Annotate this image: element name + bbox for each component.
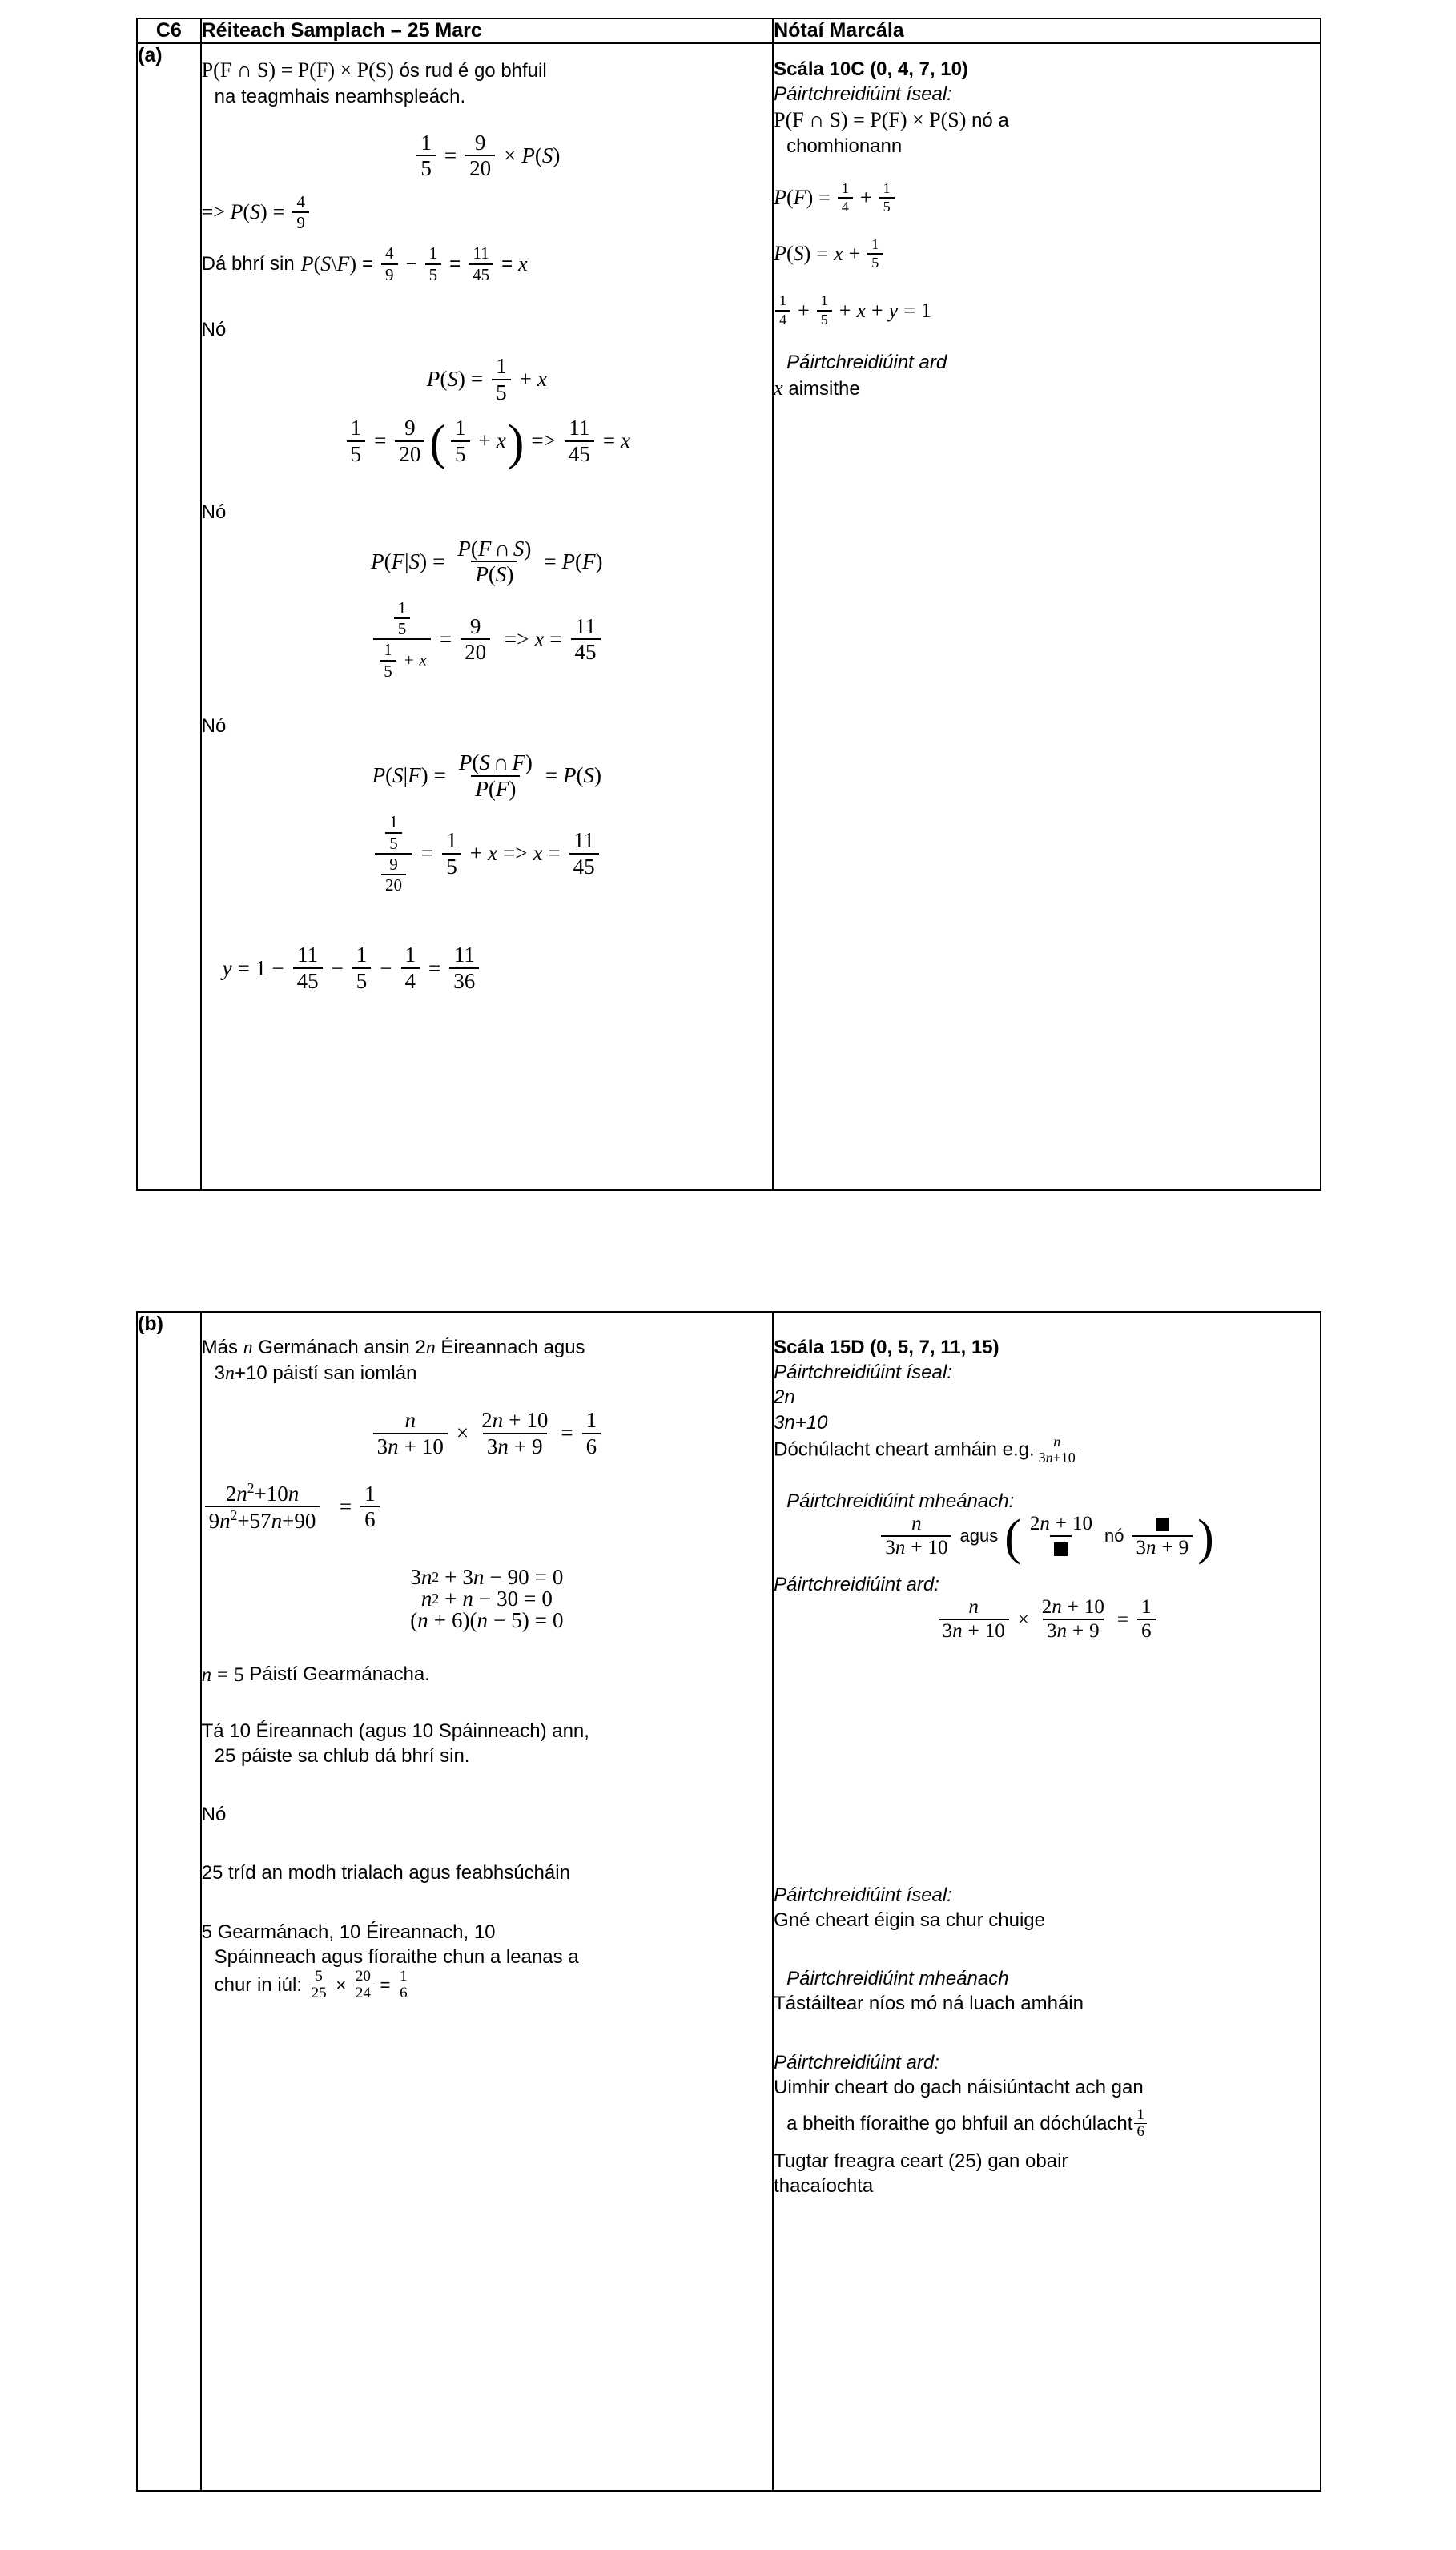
part-b-eq4: n 2 + n − 30 = 0 [420,1586,553,1611]
low-i3-text: Dóchúlacht cheart amháin e.g. [774,1438,1035,1461]
part-a-notes-cell [773,43,1321,1190]
part-b-para1-l2: 25 páiste sa chlub dá bhrí sin. [214,1745,470,1767]
part-b-eq1: $\frac{n}{3n + 10}$ × $\frac{2n + 10}{3n + 9}$ = $\frac{1}{6}$ [202,1409,773,1458]
part-a-solution-cell [201,43,774,1190]
part-a-alt1-eq2: $\frac{1}{5}$ = $\frac{9}{20}$ ( $\frac{1}{5}$ + x ) => $\frac{11}{45}$ = x [202,416,773,465]
part-b-para1-l1: Tá 10 Éireannach (agus 10 Spáinneach) ann, [201,1719,589,1742]
part-a-eq-ps: P ( S ) = x + $\frac{1}{5}$ [774,237,1320,271]
line1-n: n [243,1337,253,1358]
part-b-eq2: $\frac{2n^2+10n}{9n^2+57n+90}$ = $\frac{1}{6}$ [202,1481,773,1533]
part-b-low2-label: Páirtchreidiúint íseal: [774,1884,952,1906]
part-b-alt-label: Nó [201,1804,227,1826]
part-a-alt3-eq2: $\frac{\frac{1}{5}}{\frac{9}{20}}$ = $\frac{1}{5}$ + x => x = $\frac{11}{45}$ [202,813,773,894]
header-code: C6 [137,18,201,43]
part-a-alt2-label: Nó [201,501,227,523]
part-b-notes-cell [773,1312,1321,2491]
part-b-high2-label: Páirtchreidiúint ard: [774,2051,939,2073]
part-b-row [137,1312,1321,2491]
line2-n: n [224,1363,235,1385]
part-a-eq1: $\frac{1}{5}$ = $\frac{9}{20}$ × P ( S ) [202,131,773,180]
part-b-line2 [202,1361,773,1386]
intro-math-1: P(F ∩ S) = P(F) × P(S) [201,58,394,82]
part-b-eq5: ( n + 6)( n − 5) = 0 [410,1607,564,1632]
part-b-line1 [202,1335,773,1361]
part-a-alt3-eq1: P ( S | F ) = $\frac{P(S \cap F)}{P(F)}$ = P ( S ) [372,750,602,801]
part-b-mid2-label: Páirtchreidiúint mheánach [786,1968,1009,1990]
part-a-alt2-eq2: $\frac{1}{5}$ $\frac{1}{5}$ + x = $\frac{9}{20}$ => x = $\frac{11}{45}$ [202,599,773,680]
low-math-1: P(F ∩ S) = P(F) × P(S) [774,108,967,132]
part-a-intro-line2: na teagmhais neamhspleách. [214,85,466,107]
alt-p-l3-prefix: chur in iúl: [214,1973,302,1996]
part-a-eq-sum: $\frac{1}{4}$ + $\frac{1}{5}$ + x + y = 1 [774,293,1320,327]
header-notes-col: Nótaí Marcála [773,18,1321,43]
line2-b: +10 páistí san iomlán [234,1362,417,1385]
part-a-low-line2: chomhionann [786,135,903,157]
part-a-eq-pf: P ( F ) = $\frac{1}{4}$ + $\frac{1}{5}$ [774,181,1320,215]
header-solution-col: Réiteach Samplach – 25 Marc [201,18,774,43]
part-a-alt1-label: Nó [201,318,227,340]
part-b-alt-p-l3: chur in iúl: $\frac{5}{25}$ × $\frac{20}{24}$ = $\frac{1}{6}$ [202,1969,773,2002]
part-b-result: n = 5 Páistí Gearmánacha. [201,1663,430,1686]
part-b-high2-l3: Tugtar freagra ceart (25) gan obair [774,2150,1068,2172]
part-a-low-label: Páirtchreidiúint íseal: [774,82,952,105]
low-text-1: nó a [971,110,1009,132]
part-b-label: (b) [137,1312,201,2491]
part-b-low-i2: 3n+10 [774,1411,828,1434]
line1-c: Éireannach agus [440,1337,585,1358]
part-b-mid2-line: Tástáiltear níos mó ná luach amháin [774,1993,1084,2015]
part-a-intro-line1 [202,57,773,84]
part-a-table [136,18,1321,1191]
part-a-eq2: => P ( S ) = $\frac{4}{9}$ [202,193,773,232]
part-a-high-label: Páirtchreidiúint ard [786,351,947,373]
part-a-eq3-prefix: Dá bhrí sin [201,252,295,275]
part-a-label: (a) [137,43,201,1190]
part-b-high2-l2: a bheith fíoraithe go bhfuil an dóchúlacht $\frac{1}{6}$ [774,2108,1320,2141]
part-a-row [137,43,1321,1190]
part-a-scale: Scála 10C (0, 4, 7, 10) [774,58,968,80]
part-b-mid-eq: $\frac{n}{3n + 10}$ agus ( 2n + 10 nó 3n + 9 ) [774,1514,1320,1559]
high2-l2-text: a bheith fíoraithe go bhfuil an dóchúlacht [786,2112,1133,2134]
part-b-table [136,1311,1321,2492]
part-a-low-line1 [774,107,1320,134]
part-a-alt2-eq1: P ( F | S ) = $\frac{P(F \cap S)}{P(S)}$ = P ( F ) [371,536,603,587]
part-b-high-eq: $\frac{n}{3n + 10}$ × $\frac{2n + 10}{3n + 9}$ = $\frac{1}{6}$ [774,1597,1320,1643]
part-b-solution-cell [201,1312,774,2491]
part-a-eq3: Dá bhrí sin P ( S \ F ) = $\frac{4}{9}$ − $\frac{1}{5}$ = $\frac{11}{45}$ = x [201,243,528,284]
part-a-high-line: x aimsithe [774,376,860,400]
part-b-eq3: 3 n 2 + 3 n − 90 = 0 [410,1564,564,1589]
part-b-low-i1: 2n [774,1386,795,1409]
line1-b: Germánach ansin 2 [258,1337,426,1358]
part-b-low-label: Páirtchreidiúint íseal: [774,1361,952,1384]
line2-a: 3 [214,1362,225,1385]
part-a-final-eq: y = 1 − $\frac{11}{45}$ − $\frac{1}{5}$ − $\frac{1}{4}$ = $\frac{11}{36}$ [202,943,773,992]
line1-n2: n [425,1337,436,1358]
part-b-alt-p-l1: 5 Gearmánach, 10 Éireannach, 10 [201,1921,496,1943]
part-b-low2-line: Gné cheart éigin sa chur chuige [774,1909,1045,1932]
part-a-alt3-label: Nó [201,714,227,737]
table-header-row [137,18,1321,43]
part-b-scale: Scála 15D (0, 5, 7, 11, 15) [774,1337,999,1358]
part-b-alt-p-l2: Spáinneach agus fíoraithe chun a leanas a [214,1945,579,1968]
intro-text-1: ós rud é go bhfuil [399,59,547,82]
part-a-alt1-eq1: P ( S ) = $\frac{1}{5}$ + x [426,354,547,404]
part-b-mid-label: Páirtchreidiúint mheánach: [786,1490,1015,1512]
part-b-high-label: Páirtchreidiúint ard: [774,1573,939,1595]
part-b-high2-l4: thacaíochta [774,2175,874,2198]
part-b-high2-l1: Uimhir cheart do gach náisiúntacht ach gan [774,2076,1144,2098]
part-b-alt-line: 25 tríd an modh trialach agus feabhsúcháin [201,1862,570,1884]
part-b-low-i3: Dóchúlacht cheart amháin e.g. $\frac{n}{3n+10}$ [774,1435,1320,1466]
line1-a: Más [201,1337,238,1358]
